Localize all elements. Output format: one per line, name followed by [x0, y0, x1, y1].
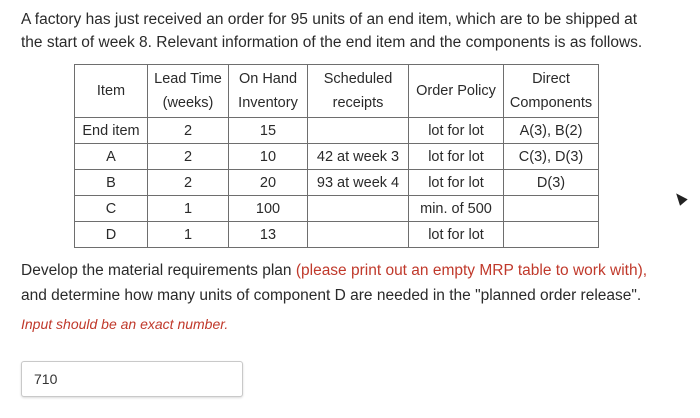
cell-scheduled: 42 at week 3: [308, 144, 409, 170]
table-row: [75, 196, 599, 222]
header-item: Item: [75, 65, 148, 118]
cell-scheduled: 93 at week 4: [308, 170, 409, 196]
cell-order-policy: min. of 500: [409, 196, 504, 222]
cell-lead-time: 2: [148, 118, 229, 144]
table-header-row: [75, 65, 599, 118]
table-row: [75, 170, 599, 196]
header-order-policy: Order Policy: [409, 65, 504, 118]
problem-intro: [21, 8, 671, 54]
cell-scheduled: [308, 118, 409, 144]
question-text: [21, 258, 681, 308]
header-lead-time: Lead Time (weeks): [148, 65, 229, 118]
cell-item: A: [75, 144, 148, 170]
cell-on-hand: 13: [229, 222, 308, 248]
cell-lead-time: 1: [148, 222, 229, 248]
cell-order-policy: lot for lot: [409, 222, 504, 248]
cell-item: B: [75, 170, 148, 196]
intro-line-2: the start of week 8. Relevant information of the end item and the components is as follows.: [21, 34, 643, 51]
cell-order-policy: lot for lot: [409, 118, 504, 144]
cell-direct-components: C(3), D(3): [504, 144, 599, 170]
input-instruction: Input should be an exact number.: [21, 316, 229, 332]
question-part-2: and determine how many units of component D are needed in the "planned order release".: [21, 287, 642, 304]
table-row: [75, 144, 599, 170]
header-direct-components: Direct Components: [504, 65, 599, 118]
question-print-note: (please print out an empty MRP table to work with),: [295, 262, 648, 279]
cell-direct-components: [504, 222, 599, 248]
cell-item: End item: [75, 118, 148, 144]
table-row: [75, 222, 599, 248]
cell-direct-components: A(3), B(2): [504, 118, 599, 144]
header-scheduled-receipts: Scheduled receipts: [308, 65, 409, 118]
cell-on-hand: 100: [229, 196, 308, 222]
intro-line-1: A factory has just received an order for 95 units of an end item, which are to be shipped at: [21, 11, 638, 28]
cell-on-hand: 15: [229, 118, 308, 144]
header-on-hand: On Hand Inventory: [229, 65, 308, 118]
mouse-cursor-icon: [672, 190, 687, 206]
cell-lead-time: 2: [148, 144, 229, 170]
cell-on-hand: 20: [229, 170, 308, 196]
cell-lead-time: 2: [148, 170, 229, 196]
cell-direct-components: [504, 196, 599, 222]
cell-item: D: [75, 222, 148, 248]
table-row: [75, 118, 599, 144]
answer-input[interactable]: 710: [21, 361, 243, 397]
cell-direct-components: D(3): [504, 170, 599, 196]
cell-lead-time: 1: [148, 196, 229, 222]
question-part-1: Develop the material requirements plan: [21, 262, 296, 279]
cell-scheduled: [308, 196, 409, 222]
cell-order-policy: lot for lot: [409, 170, 504, 196]
cell-item: C: [75, 196, 148, 222]
cell-scheduled: [308, 222, 409, 248]
cell-order-policy: lot for lot: [409, 144, 504, 170]
cell-on-hand: 10: [229, 144, 308, 170]
item-info-table: [74, 64, 599, 248]
